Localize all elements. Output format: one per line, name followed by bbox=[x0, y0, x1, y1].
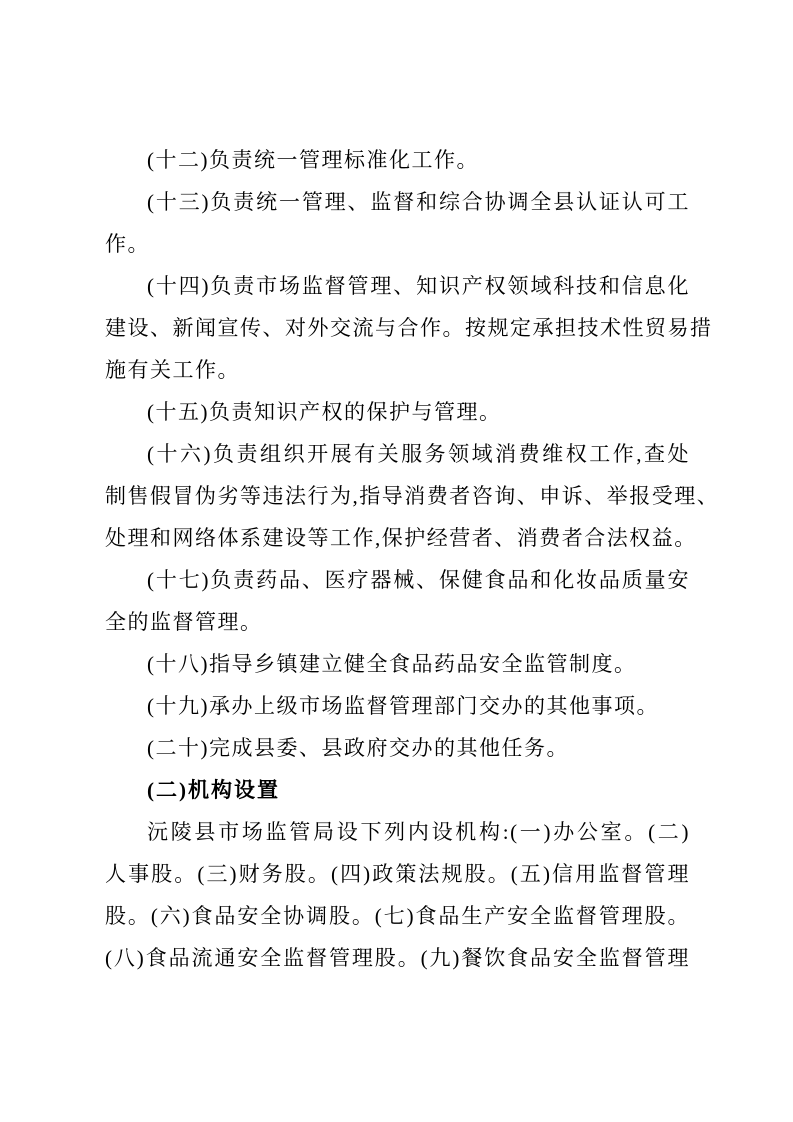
document-line: (十二)负责统一管理标准化工作。 bbox=[147, 148, 479, 172]
document-line: (十六)负责组织开展有关服务领域消费维权工作,查处 bbox=[147, 442, 690, 466]
document-line: 处理和网络体系建设等工作,保护经营者、消费者合法权益。 bbox=[105, 526, 697, 550]
document-line: 全的监督管理。 bbox=[105, 610, 263, 634]
document-line: (十四)负责市场监督管理、知识产权领域科技和信息化 bbox=[147, 274, 690, 298]
document-line: 股。(六)食品安全协调股。(七)食品生产安全监督管理股。 bbox=[105, 904, 690, 928]
document-line: 沅陵县市场监管局设下列内设机构:(一)办公室。(二) bbox=[147, 820, 690, 844]
document-line: 制售假冒伪劣等违法行为,指导消费者咨询、申诉、举报受理、 bbox=[105, 484, 720, 508]
document-line: (十九)承办上级市场监督管理部门交办的其他事项。 bbox=[147, 694, 659, 718]
document-line: 施有关工作。 bbox=[105, 358, 240, 382]
document-line: (十三)负责统一管理、监督和综合协调全县认证认可工 bbox=[147, 190, 690, 214]
document-line: (十五)负责知识产权的保护与管理。 bbox=[147, 400, 502, 424]
document-line: 建设、新闻宣传、对外交流与合作。按规定承担技术性贸易措 bbox=[105, 316, 713, 340]
document-line: (十八)指导乡镇建立健全食品药品安全监管制度。 bbox=[147, 652, 637, 676]
document-line: 人事股。(三)财务股。(四)政策法规股。(五)信用监督管理 bbox=[105, 862, 690, 886]
document-line: (十七)负责药品、医疗器械、保健食品和化妆品质量安 bbox=[147, 568, 690, 592]
document-line: 作。 bbox=[105, 232, 150, 256]
section-heading-org-setup: (二)机构设置 bbox=[147, 778, 280, 802]
document-line: (二十)完成县委、县政府交办的其他任务。 bbox=[147, 736, 569, 760]
document-line: (八)食品流通安全监督管理股。(九)餐饮食品安全监督管理 bbox=[105, 946, 690, 970]
document-body bbox=[105, 139, 720, 979]
